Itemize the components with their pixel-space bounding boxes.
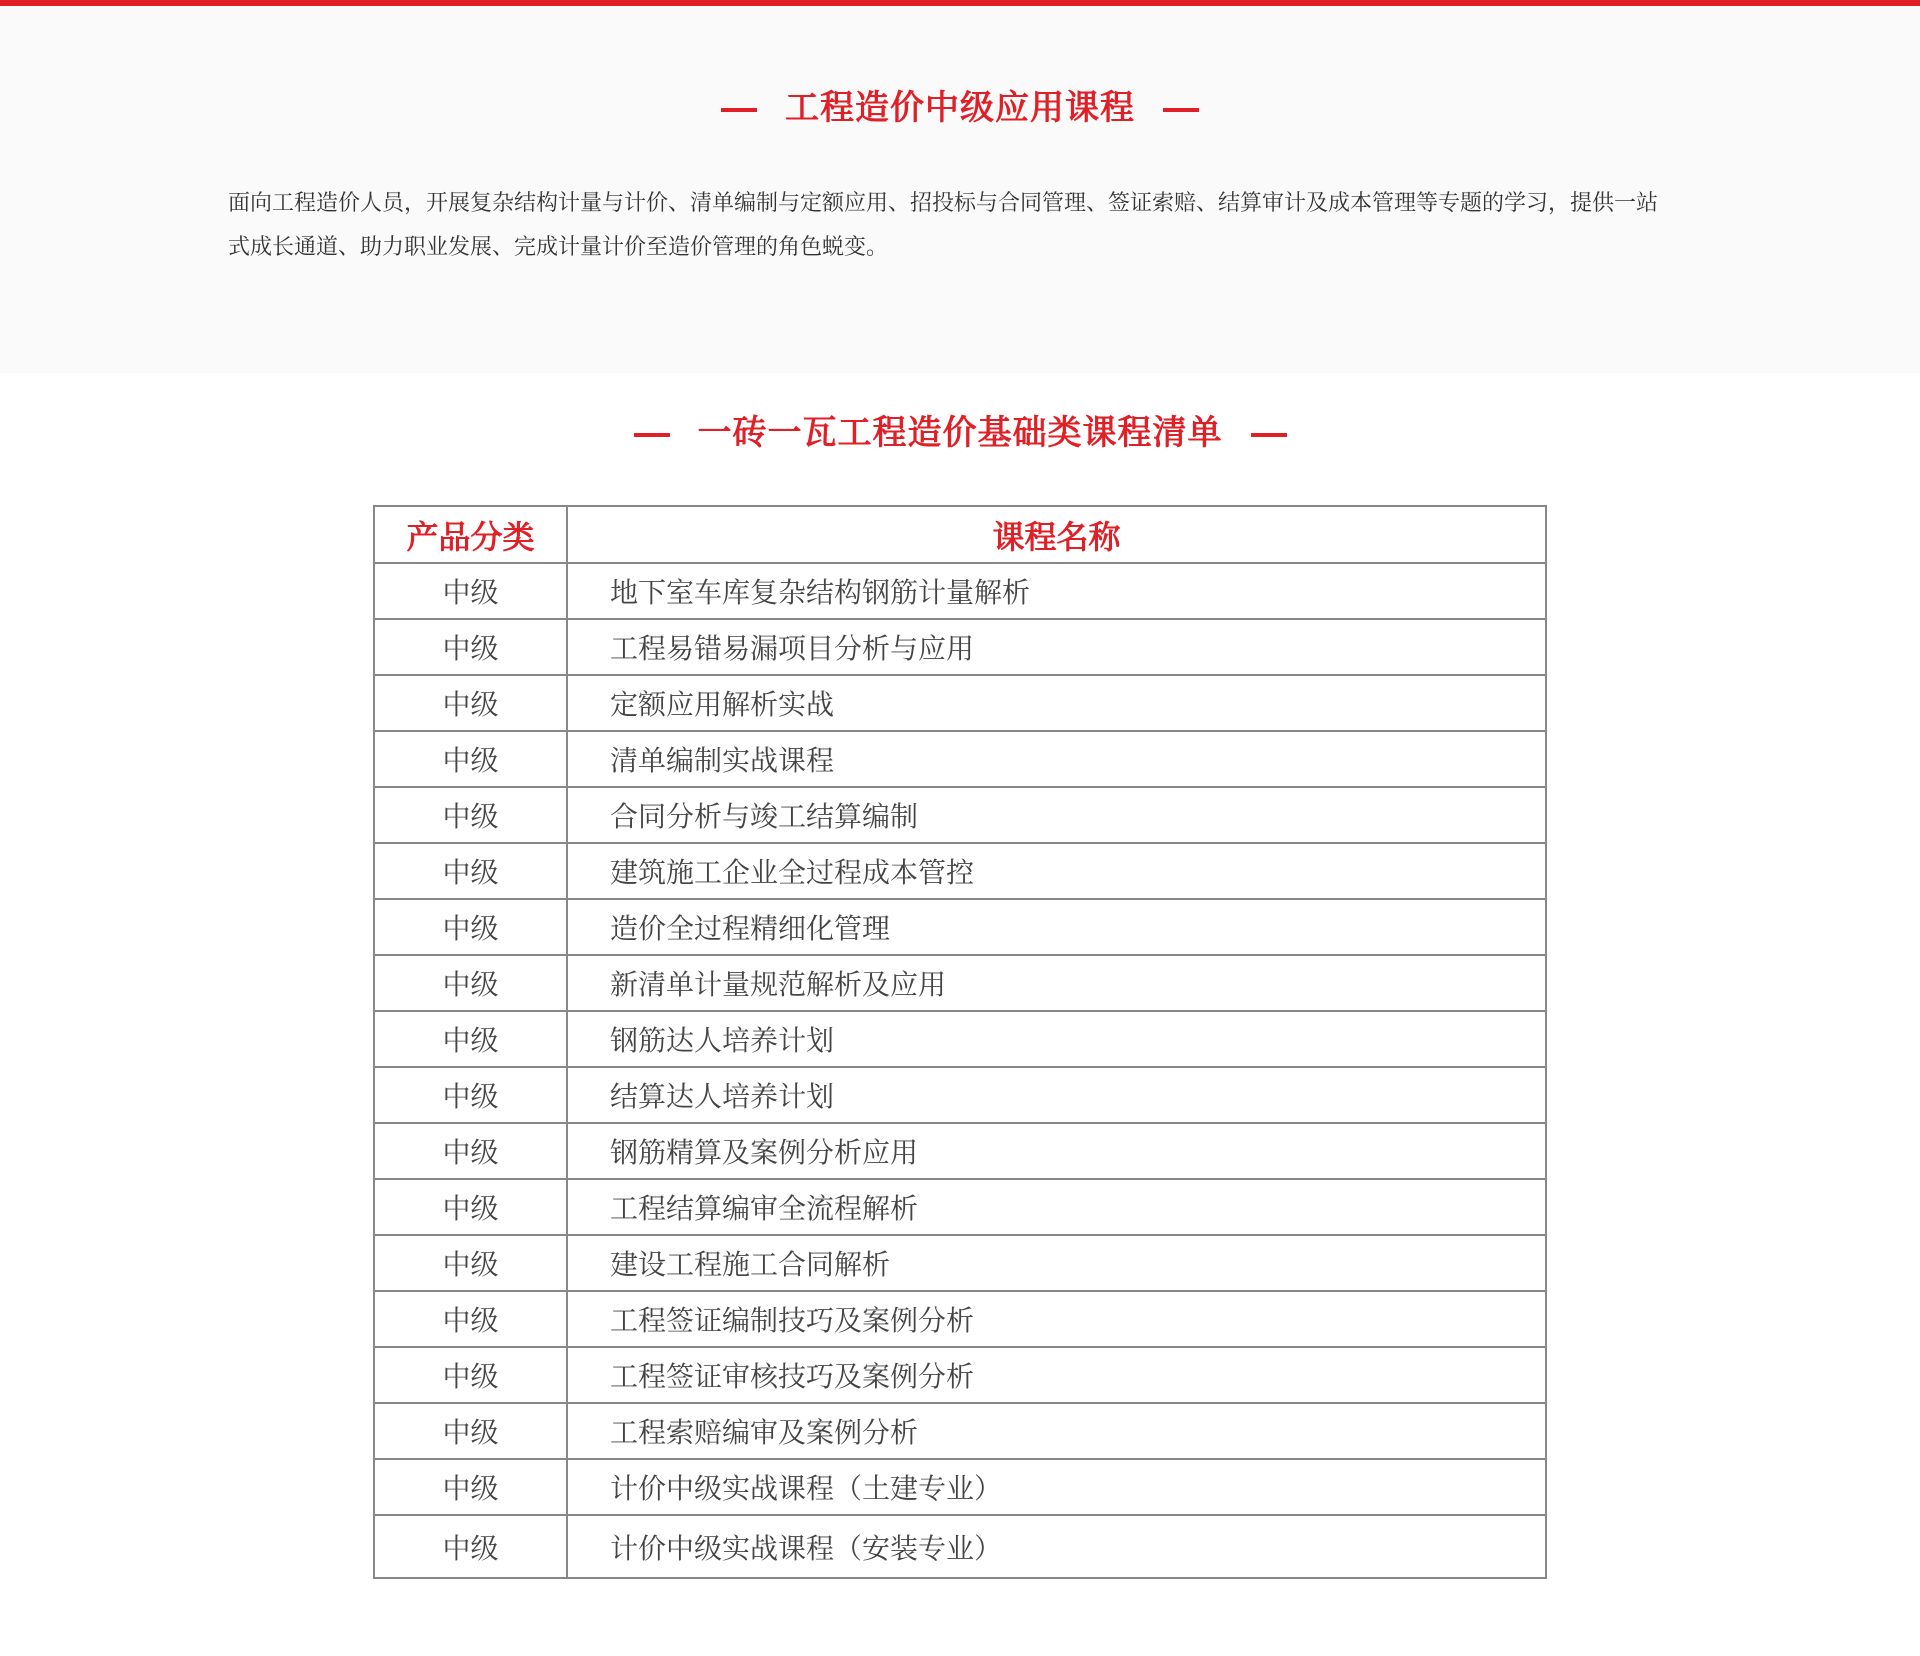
row-course-name: 建设工程施工合同解析 (567, 1235, 1546, 1291)
row-course-name: 合同分析与竣工结算编制 (567, 787, 1546, 843)
row-category: 中级 (374, 1179, 567, 1235)
table-row (374, 1123, 1546, 1179)
table-row (374, 1347, 1546, 1403)
row-course-name: 计价中级实战课程（土建专业） (567, 1459, 1546, 1515)
course-table (373, 505, 1547, 1579)
row-category: 中级 (374, 787, 567, 843)
row-category: 中级 (374, 1403, 567, 1459)
row-course-name: 定额应用解析实战 (567, 675, 1546, 731)
row-category: 中级 (374, 1459, 567, 1515)
row-category: 中级 (374, 1067, 567, 1123)
row-category: 中级 (374, 731, 567, 787)
row-course-name: 工程签证审核技巧及案例分析 (567, 1347, 1546, 1403)
row-category: 中级 (374, 1347, 567, 1403)
row-course-name: 计价中级实战课程（安装专业） (567, 1515, 1546, 1578)
row-course-name: 钢筋精算及案例分析应用 (567, 1123, 1546, 1179)
table-row (374, 899, 1546, 955)
table-row (374, 1067, 1546, 1123)
header-course-name: 课程名称 (567, 506, 1546, 563)
row-category: 中级 (374, 1123, 567, 1179)
row-course-name: 清单编制实战课程 (567, 731, 1546, 787)
table-row (374, 787, 1546, 843)
table-row (374, 1459, 1546, 1515)
row-course-name: 建筑施工企业全过程成本管控 (567, 843, 1546, 899)
title-dash-right (1251, 433, 1287, 437)
row-category: 中级 (374, 1515, 567, 1578)
table-row (374, 1291, 1546, 1347)
table-row (374, 731, 1546, 787)
title-text: 工程造价中级应用课程 (785, 88, 1135, 128)
table-row (374, 1011, 1546, 1067)
table-row (374, 1235, 1546, 1291)
title-dash-right (1163, 108, 1199, 112)
section-title-course-list (0, 405, 1920, 454)
row-category: 中级 (374, 843, 567, 899)
row-category: 中级 (374, 955, 567, 1011)
row-course-name: 地下室车库复杂结构钢筋计量解析 (567, 563, 1546, 619)
row-course-name: 工程签证编制技巧及案例分析 (567, 1291, 1546, 1347)
row-course-name: 结算达人培养计划 (567, 1067, 1546, 1123)
table-row (374, 1403, 1546, 1459)
title-text: 一砖一瓦工程造价基础类课程清单 (697, 413, 1223, 453)
row-course-name: 造价全过程精细化管理 (567, 899, 1546, 955)
row-course-name: 钢筋达人培养计划 (567, 1011, 1546, 1067)
row-category: 中级 (374, 675, 567, 731)
table-row (374, 1515, 1546, 1578)
section-title-intermediate-course (0, 80, 1920, 129)
table-row (374, 675, 1546, 731)
table-row (374, 563, 1546, 619)
table-row (374, 843, 1546, 899)
row-category: 中级 (374, 563, 567, 619)
header-category: 产品分类 (374, 506, 567, 563)
row-category: 中级 (374, 619, 567, 675)
row-course-name: 工程索赔编审及案例分析 (567, 1403, 1546, 1459)
section-description: 面向工程造价人员，开展复杂结构计量与计价、清单编制与定额应用、招投标与合同管理、签证索赔、结算审计及成本管理等专题的学习，提供一站式成长通道、助力职业发展、完成计量计价至造价管理的角色蜕变。 (228, 191, 1659, 260)
table-row (374, 619, 1546, 675)
row-category: 中级 (374, 1291, 567, 1347)
table-row (374, 1179, 1546, 1235)
row-course-name: 新清单计量规范解析及应用 (567, 955, 1546, 1011)
row-category: 中级 (374, 1235, 567, 1291)
row-course-name: 工程结算编审全流程解析 (567, 1179, 1546, 1235)
table-row (374, 955, 1546, 1011)
row-course-name: 工程易错易漏项目分析与应用 (567, 619, 1546, 675)
row-category: 中级 (374, 899, 567, 955)
title-dash-left (634, 433, 670, 437)
title-dash-left (721, 108, 757, 112)
table-header-row (374, 506, 1546, 563)
row-category: 中级 (374, 1011, 567, 1067)
